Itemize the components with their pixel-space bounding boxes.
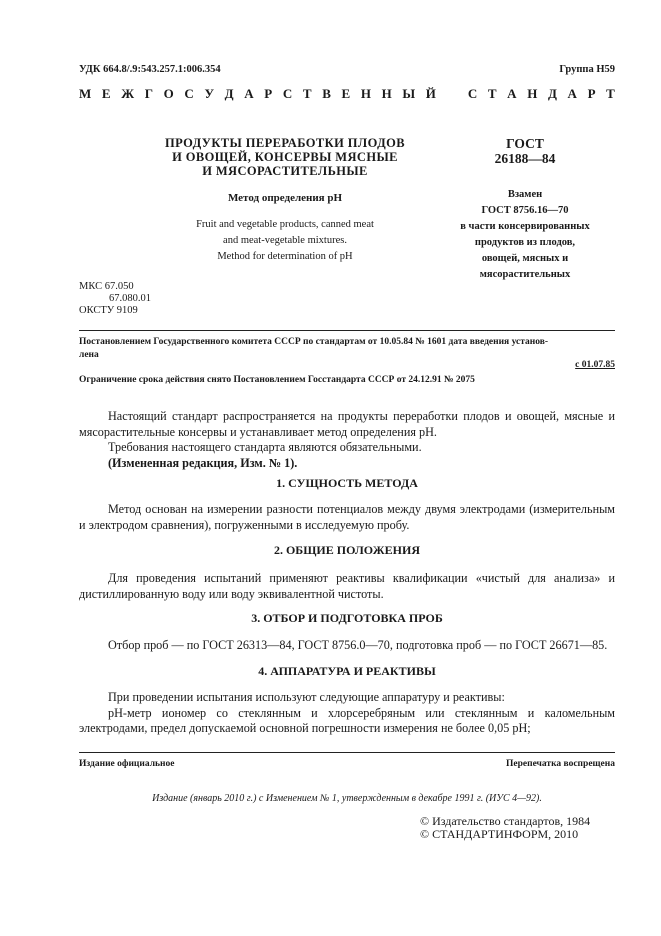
- heading-letter: Й: [425, 86, 436, 101]
- title-line: И МЯСОРАСТИТЕЛЬНЫЕ: [202, 164, 368, 178]
- replaces-line: мясорастительных: [479, 269, 571, 280]
- section-paragraph: Отбор проб — по ГОСТ 26313—84, ГОСТ 8756.0—70, подготовка проб — по ГОСТ 26671—85.: [108, 638, 608, 652]
- gost-id: 26188—84: [494, 151, 556, 166]
- mks-code: 67.080.01: [109, 293, 151, 304]
- copyright-line: © СТАНДАРТИНФОРМ, 2010: [420, 827, 579, 841]
- section-text-2: [79, 571, 615, 602]
- copyright-block: [420, 815, 590, 841]
- heading-letter: А: [244, 86, 254, 101]
- heading-letter: У: [204, 86, 214, 101]
- method-title-ru: Метод определения pH: [227, 192, 343, 204]
- heading-letter: Р: [264, 86, 273, 101]
- heading-letter: Д: [547, 86, 557, 101]
- heading-letter: Ы: [402, 86, 416, 101]
- intro-paragraph: Требования настоящего стандарта являются обязательными.: [108, 440, 422, 454]
- title-en-line: Fruit and vegetable products, canned meat: [196, 219, 374, 230]
- heading-letter: Н: [527, 86, 538, 101]
- heading-letter: Т: [302, 86, 312, 101]
- replaces-line: ГОСТ 8756.16—70: [481, 205, 569, 216]
- section-paragraph: pH-метр иономер со стеклянным и хлорсеребряным или стеклянным и каломельным электродами, предел допускаемой основной погрешности измерения не более 0,05 pH;: [79, 705, 615, 735]
- decree-line: лена: [79, 350, 99, 360]
- heading-letter: Н: [381, 86, 392, 101]
- heading-letter: В: [322, 86, 331, 101]
- replaces-line: Взамен: [507, 189, 543, 200]
- decree-line: Постановлением Государственного комитета СССР по стандартам от 10.05.84 № 1601 дата введения установ-: [79, 337, 549, 347]
- title-line: И ОВОЩЕЙ, КОНСЕРВЫ МЯСНЫЕ: [172, 150, 398, 164]
- udk-code: УДК 664.8/.9:543.257.1:006.354: [79, 64, 221, 75]
- heading-letter: А: [567, 86, 577, 101]
- effective-date: с 01.07.85: [575, 360, 615, 370]
- section-heading-4: 4. АППАРАТУРА И РЕАКТИВЫ: [258, 664, 436, 678]
- standard-type-heading: [79, 86, 615, 102]
- replaces-line: овощей, мясных и: [481, 253, 569, 264]
- heading-letter: Г: [144, 86, 154, 101]
- divider: [79, 330, 615, 331]
- title-line: ПРОДУКТЫ ПЕРЕРАБОТКИ ПЛОДОВ: [165, 136, 405, 150]
- amendment-note: (Измененная редакция, Изм. № 1).: [108, 455, 298, 470]
- decree-text: [79, 336, 615, 362]
- footer-divider: [79, 752, 615, 753]
- official-edition-label: Издание официальное: [79, 759, 175, 769]
- heading-letter: М: [79, 86, 92, 101]
- section-text-4: [79, 690, 615, 737]
- heading-letter: А: [507, 86, 517, 101]
- section-heading-1: 1. СУЩНОСТЬ МЕТОДА: [276, 476, 418, 490]
- heading-letter: Е: [101, 86, 111, 101]
- copyright-line: © Издательство стандартов, 1984: [420, 814, 591, 828]
- heading-letter: Т: [487, 86, 497, 101]
- heading-letter: С: [184, 86, 194, 101]
- heading-letter: Т: [606, 86, 615, 101]
- edition-note: Издание (январь 2010 г.) с Изменением № 1, утвержденным в декабре 1991 г. (ИУС 4—92).: [152, 793, 542, 804]
- section-heading-3: 3. ОТБОР И ПОДГОТОВКА ПРОБ: [251, 611, 443, 625]
- gost-label: ГОСТ: [506, 136, 544, 151]
- intro-paragraph: Настоящий стандарт распространяется на продукты переработки плодов и овощей, мясные и мясорастительные консервы и устанавливает метод определения pH.: [79, 409, 615, 439]
- heading-letter: Е: [341, 86, 351, 101]
- heading-letter: С: [467, 86, 478, 101]
- section-text-1: [79, 502, 615, 533]
- section-paragraph: Для проведения испытаний применяют реактивы квалификации «чистый для анализа» и дистиллированную воду или воду эквивалентной чистоты.: [79, 571, 615, 601]
- heading-letter: Н: [360, 86, 371, 101]
- heading-letter: С: [282, 86, 293, 101]
- group-code: Группа Н59: [559, 64, 615, 75]
- method-title-en: [150, 217, 420, 265]
- mks-code: МКС 67.050: [79, 281, 134, 292]
- section-paragraph: Метод основан на измерении разности потенциалов между двумя электродами (измерительным и электродом сравнения), погруженными в исследуемую пробу.: [79, 502, 615, 532]
- reprint-prohibited-label: Перепечатка воспрещена: [505, 759, 615, 769]
- gost-number: [460, 136, 590, 166]
- replaces-block: [445, 187, 605, 283]
- section-paragraph: При проведении испытания используют следующие аппаратуру и реактивы:: [108, 690, 505, 704]
- heading-letter: Д: [224, 86, 234, 101]
- heading-letter: Ж: [121, 86, 135, 101]
- classification-codes: [79, 281, 151, 317]
- intro-section: [79, 409, 615, 471]
- replaces-line: продуктов из плодов,: [474, 237, 576, 248]
- replaces-line: в части консервированных: [460, 221, 590, 232]
- title-en-line: Method for determination of pH: [217, 251, 353, 262]
- section-heading-2: 2. ОБЩИЕ ПОЛОЖЕНИЯ: [273, 543, 421, 557]
- section-text-3: [79, 638, 615, 654]
- document-title: [150, 136, 420, 178]
- heading-letter: Р: [587, 86, 596, 101]
- title-en-line: and meat-vegetable mixtures.: [223, 235, 347, 246]
- restriction-text: Ограничение срока действия снято Постановлением Госстандарта СССР от 24.12.91 № 2075: [79, 375, 475, 385]
- okstu-code: ОКСТУ 9109: [79, 305, 138, 316]
- heading-letter: О: [163, 86, 174, 101]
